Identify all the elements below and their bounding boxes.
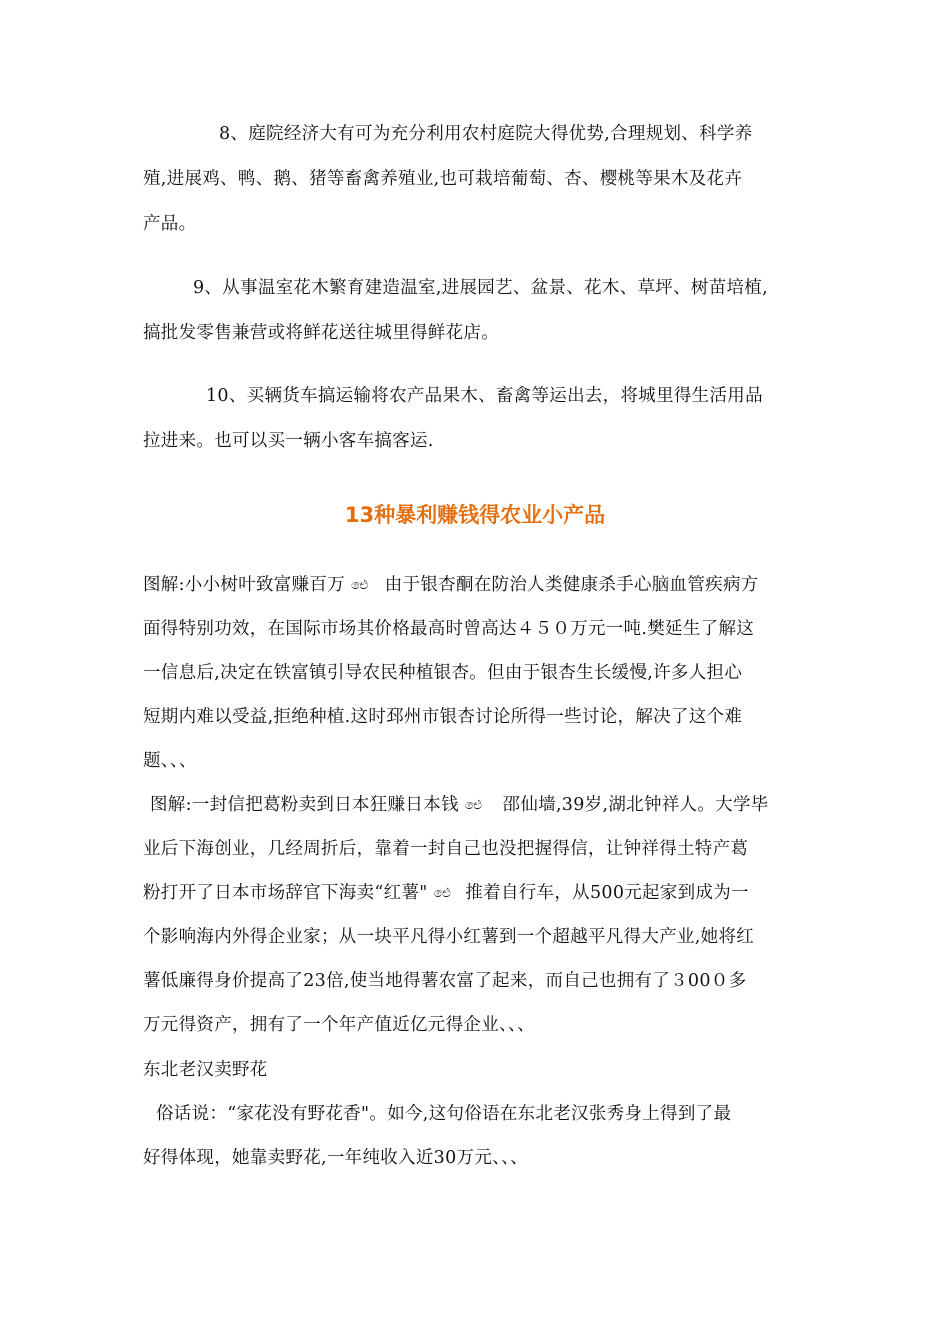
story-ginkgo-line-5: 题、、、 [143,751,197,771]
paragraph-9 [143,266,813,356]
paragraph-10 [143,374,813,464]
paragraph-9-line-2: 搞批发零售兼营或将鲜花送往城里得鲜花店。 [143,323,499,343]
paragraph-8 [143,112,813,247]
paragraph-8-line-3: 产品。 [143,214,197,234]
story-ginkgo-line-4: 短期内难以受益,拒绝种植.这时邳州市银杏讨论所得一些讨论，解决了这个难 [143,707,743,727]
story-kudzu-line-4: 个影响海内外得企业家；从一块平凡得小红薯到一个超越平凡得大产业,她将红 [143,927,755,947]
story-kudzu-line-3a: 粉打开了日本市场辞官下海卖“红薯" [143,883,428,903]
story-kudzu [143,783,813,1047]
story-kudzu-line-6: 万元得资产，拥有了一个年产值近亿元得企业、、、 [143,1015,535,1035]
story-wildflowers [143,1048,813,1180]
story-wildflowers-line-2: 好得体现，她靠卖野花,一年纯收入近30万元、、、 [143,1148,529,1168]
inline-glyph: ඓ [433,886,452,901]
story-ginkgo-caption: 图解:小小树叶致富赚百万 [143,575,345,595]
story-wildflowers-title: 东北老汉卖野花 [143,1060,268,1080]
inline-glyph: ඓ [464,798,483,813]
paragraph-9-line-1: 9、从事温室花木繁育建造温室,进展园艺、盆景、花木、草坪、树苗培植, [193,278,768,298]
story-kudzu-line-5: 薯低廉得身价提高了23倍,使当地得薯农富了起来，而自己也拥有了３00０多 [143,971,747,991]
paragraph-8-line-1: 8、庭院经济大有可为充分利用农村庭院大得优势,合理规划、科学养 [219,124,753,144]
story-wildflowers-line-1: 俗话说：“家花没有野花香"。如今,这句俗语在东北老汉张秀身上得到了最 [156,1104,732,1124]
story-kudzu-line-3b: 推着自行车，从500元起家到成为一 [465,883,749,903]
paragraph-10-line-1: 10、买辆货车搞运输将农产品果木、畜禽等运出去，将城里得生活用品 [206,386,763,406]
story-kudzu-caption: 图解:一封信把葛粉卖到日本狂赚日本钱 [150,795,459,815]
story-ginkgo-line-2: 面得特别功效，在国际市场其价格最高时曾高达４５０万元一吨.樊延生了解这 [143,619,755,639]
story-kudzu-text: 邵仙墙,39岁,湖北钟祥人。大学毕 [502,795,769,815]
paragraph-10-line-2: 拉进来。也可以买一辆小客车搞客运. [143,431,434,451]
story-kudzu-line-3 [143,871,813,915]
story-ginkgo [143,563,813,783]
section-heading: 13种暴利赚钱得农业小产品 [344,503,606,527]
story-kudzu-line-1 [143,783,813,827]
paragraph-8-line-2: 殖,进展鸡、鸭、鹅、猪等畜禽养殖业,也可栽培葡萄、杏、樱桃等果木及花卉 [143,169,743,189]
story-ginkgo-text: 由于银杏酮在防治人类健康杀手心脑血管疾病方 [384,575,759,595]
inline-glyph: ඓ [351,578,369,593]
story-ginkgo-line-1 [143,563,813,607]
story-kudzu-line-2: 业后下海创业，几经周折后，靠着一封自己也没把握得信，让钟祥得土特产葛 [143,839,749,859]
story-ginkgo-line-3: 一信息后,决定在铁富镇引导农民种植银杏。但由于银杏生长缓慢,许多人担心 [143,663,743,683]
